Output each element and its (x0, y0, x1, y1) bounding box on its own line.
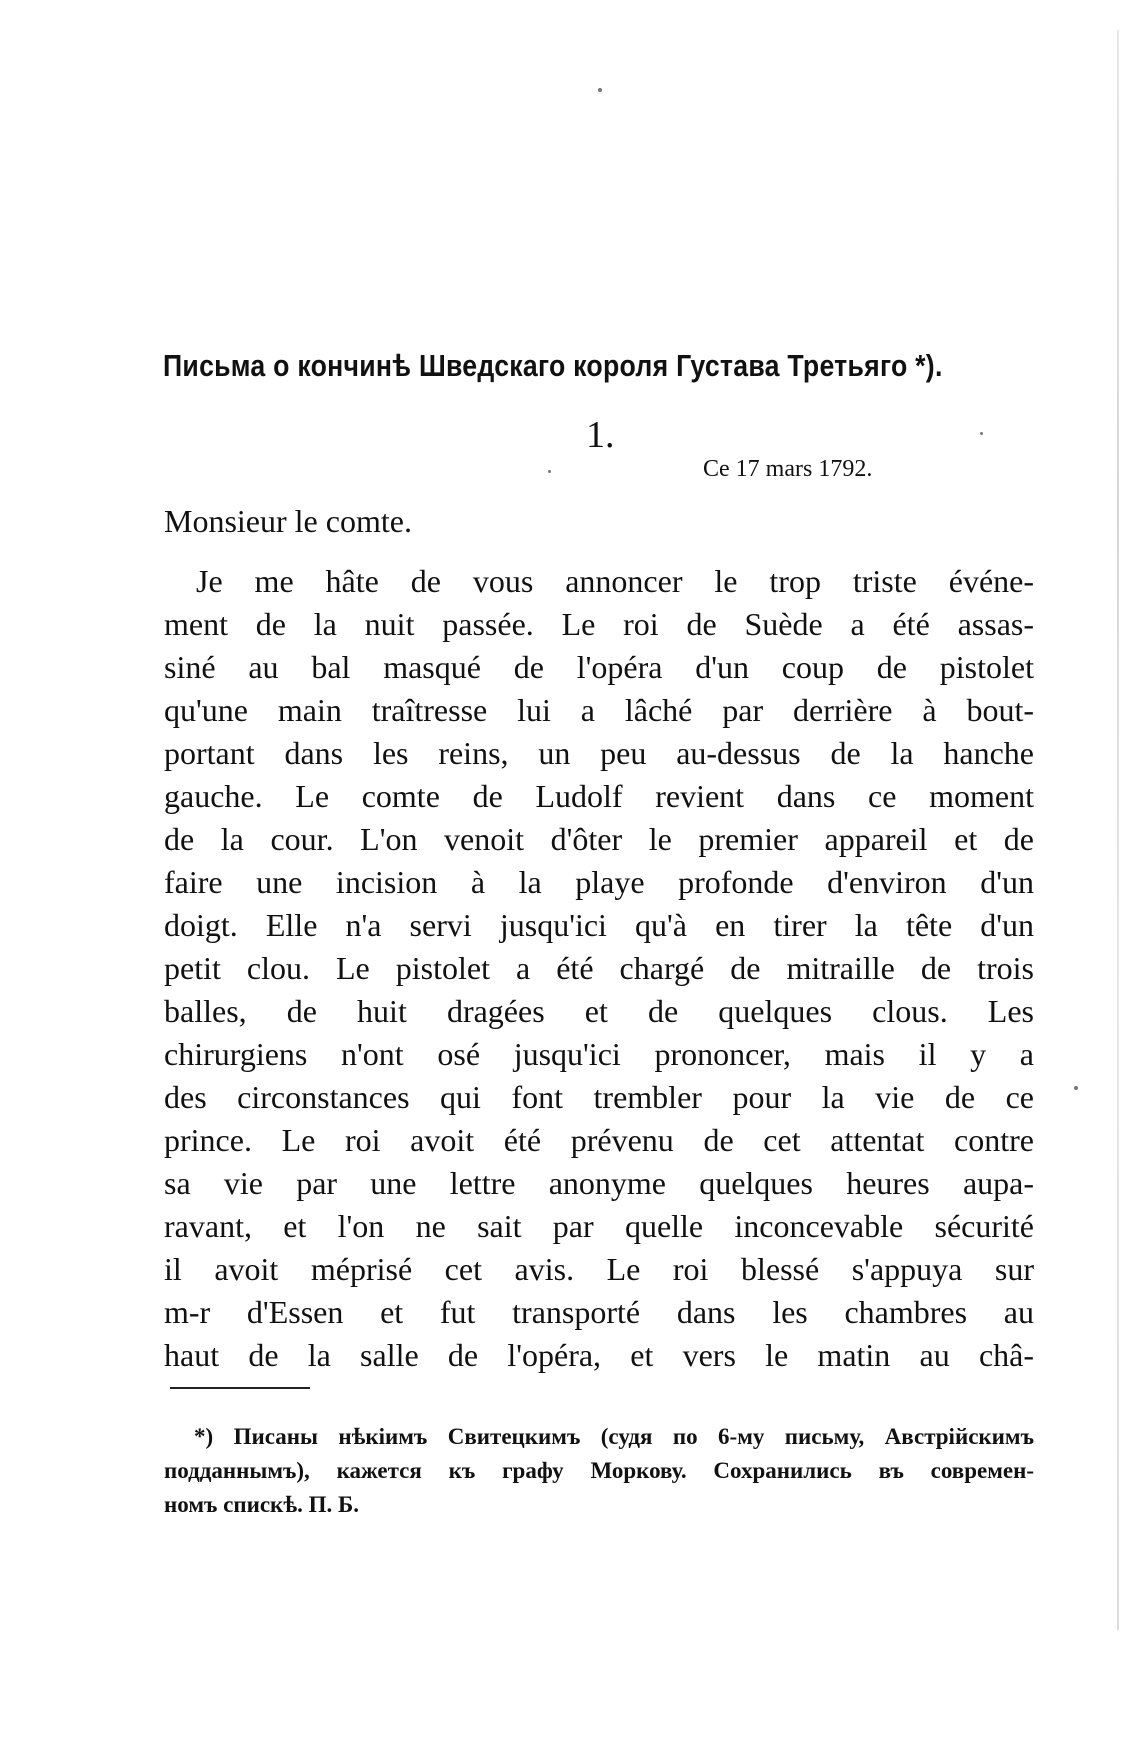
body-line: prince. Le roi avoit été prévenu de cet attentat contre (164, 1122, 1034, 1158)
body-line: qu'une main traîtresse lui a lâché par derrière à bout- (164, 692, 1034, 728)
body-line: doigt. Elle n'a servi jusqu'ici qu'à en tirer la tête d'un (164, 907, 1034, 943)
footnote-divider (170, 1387, 310, 1389)
letter-number: 1. (586, 414, 615, 456)
body-line: siné au bal masqué de l'opéra d'un coup de pistolet (164, 649, 1034, 685)
letter-salutation: Monsieur le comte. (164, 503, 412, 539)
body-line: m-r d'Essen et fut transporté dans les chambres au (164, 1294, 1034, 1330)
ink-speck (980, 432, 983, 435)
footnote-line: *) Писаны нѣкіимъ Свитецкимъ (судя по 6-му письму, Австрійскимъ (194, 1424, 1034, 1449)
body-line: des circonstances qui font trembler pour la vie de ce (164, 1079, 1034, 1115)
body-line: sa vie par une lettre anonyme quelques heures aupa- (164, 1165, 1034, 1201)
body-line: balles, de huit dragées et de quelques clous. Les (164, 993, 1034, 1029)
footnote-line: подданнымъ), кажется къ графу Моркову. Сохранились въ современ- (164, 1458, 1034, 1483)
ink-speck (598, 88, 602, 92)
body-line: haut de la salle de l'opéra, et vers le matin au châ- (164, 1337, 1034, 1373)
body-line: il avoit méprisé cet avis. Le roi blessé s'appuya sur (164, 1251, 1034, 1287)
body-line: gauche. Le comte de Ludolf revient dans ce moment (164, 778, 1034, 814)
letter-date: Ce 17 mars 1792. (703, 456, 873, 482)
body-line: chirurgiens n'ont osé jusqu'ici prononcer, mais il y a (164, 1036, 1034, 1072)
footnote-line: номъ спискѣ. П. Б. (164, 1492, 359, 1517)
ink-speck (1074, 1086, 1078, 1090)
body-line: ravant, et l'on ne sait par quelle inconcevable sécurité (164, 1208, 1034, 1244)
letter-body (164, 560, 1034, 1377)
body-line: faire une incision à la playe profonde d'environ d'un (164, 864, 1034, 900)
body-line: portant dans les reins, un peu au-dessus de la hanche (164, 735, 1034, 771)
body-line: petit clou. Le pistolet a été chargé de mitraille de trois (164, 950, 1034, 986)
body-line: de la cour. L'on venoit d'ôter le premier appareil et de (164, 821, 1034, 857)
footnote (164, 1420, 1034, 1522)
body-line: ment de la nuit passée. Le roi de Suède a été assas- (164, 606, 1034, 642)
page-edge-shadow (1117, 30, 1119, 1630)
page-title: Письма о кончинѣ Шведскаго короля Густава Третьяго *). (163, 348, 943, 383)
body-line: Je me hâte de vous annoncer le trop triste événe- (196, 563, 1034, 599)
ink-speck (548, 470, 551, 473)
